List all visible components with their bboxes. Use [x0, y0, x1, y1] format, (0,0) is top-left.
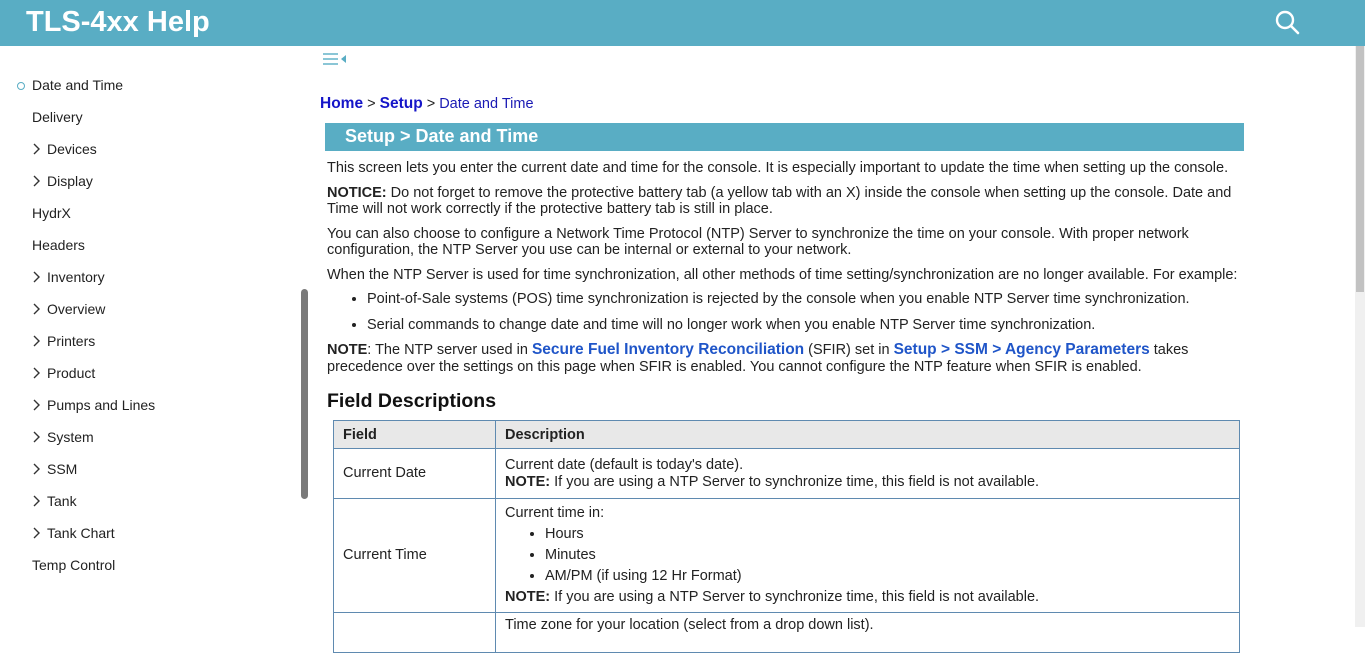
description-text: Current time in: [505, 505, 605, 521]
intro-paragraph: This screen lets you enter the current date and time for the console. It is especially important to update the time when setting up the console. [327, 160, 1229, 176]
sidebar-item-label: Display [47, 173, 93, 189]
sidebar-item-label: Temp Control [32, 557, 116, 573]
notice-text: Do not forget to remove the protective battery tab (a yellow tab with an X) inside the console when setting up the console. Date and Time will not work correctly if the protective battery tab is still in place. [327, 184, 1232, 217]
list-item: • Point-of-Sale systems (POS) time synchronization is rejected by the console when you enable NTP Server time synchronization. [367, 291, 1252, 308]
list-item: • Serial commands to change date and time will no longer work when you enable NTP Server time synchronization. [367, 317, 1252, 334]
description-text: Time zone for your location (select from a drop down list). [505, 617, 874, 633]
note-label: NOTE [327, 342, 368, 358]
field-descriptions-heading: Field Descriptions [327, 390, 497, 412]
breadcrumb-current: Date and Time [439, 96, 534, 112]
chevron-right-icon [32, 303, 42, 315]
sidebar-item-label: Product [47, 365, 96, 381]
table-row [334, 449, 1240, 499]
list-item: • Minutes [545, 545, 1230, 566]
note-text: takes precedence over the settings on this page when SFIR is enabled. You cannot configure the NTP feature when SFIR is enabled. [327, 342, 1189, 375]
note-label: NOTE: [505, 589, 551, 605]
sidebar-item-headers[interactable] [0, 234, 290, 258]
sidebar-item-label: System [47, 429, 94, 445]
toc-toggle-button[interactable] [322, 52, 348, 68]
description-cell [496, 499, 1240, 613]
chevron-right-icon [32, 335, 42, 347]
sidebar-item-printers[interactable] [0, 330, 290, 354]
sidebar-item-hydrx[interactable] [0, 202, 290, 226]
chevron-right-icon [32, 463, 42, 475]
page-title: Setup > Date and Time [345, 126, 539, 146]
page-scrollbar[interactable] [1355, 46, 1365, 627]
sidebar-item-delivery[interactable] [0, 106, 290, 130]
ntp-bullet-list [327, 291, 1252, 333]
notice-paragraph [327, 185, 1252, 218]
page-heading-bar [325, 123, 1244, 151]
sidebar-item-temp-control[interactable] [0, 554, 290, 578]
sidebar-item-overview[interactable] [0, 298, 290, 322]
sidebar-item-inventory[interactable] [0, 266, 290, 290]
app-title[interactable]: TLS-4xx Help [26, 6, 210, 38]
breadcrumb-home-link[interactable]: Home [320, 95, 364, 112]
description-text: Current date (default is today's date). [505, 456, 744, 473]
sidebar-item-label: Printers [47, 333, 96, 349]
sidebar-item-label: Inventory [47, 269, 105, 285]
column-header-description: Description [496, 421, 1240, 449]
breadcrumb-setup-link[interactable]: Setup [379, 95, 423, 112]
sidebar-item-label: HydrX [32, 205, 71, 221]
note-paragraph [327, 342, 1252, 375]
sidebar-item-system[interactable] [0, 426, 290, 450]
sidebar-item-label: Tank Chart [47, 525, 115, 541]
menu-collapse-icon [322, 52, 348, 68]
chevron-right-icon [32, 495, 42, 507]
chevron-right-icon [32, 271, 42, 283]
description-cell [496, 449, 1240, 499]
notice-label: NOTICE: [327, 184, 387, 201]
sidebar-item-label: Pumps and Lines [47, 397, 156, 413]
sidebar-item-devices[interactable] [0, 138, 290, 162]
field-name-cell: Current Date [334, 449, 496, 499]
sfir-link[interactable]: Secure Fuel Inventory Reconciliation [531, 341, 805, 358]
ntp-used-paragraph: When the NTP Server is used for time synchronization, all other methods of time setting/synchronization are no longer available. For example: [327, 266, 1238, 283]
ntp-paragraph: You can also choose to configure a Network Time Protocol (NTP) Server to synchronize the time on your console. With proper network configuration, the NTP Server you use can be internal or external to your network. [327, 225, 1189, 258]
chevron-right-icon [32, 431, 42, 443]
table-row [334, 613, 1240, 653]
breadcrumb-separator: > [426, 96, 436, 112]
description-cell [496, 613, 1240, 653]
breadcrumb-separator: > [367, 96, 376, 112]
breadcrumb [320, 95, 534, 113]
note-text: (SFIR) set in [804, 342, 894, 358]
field-name-cell: Current Time [334, 499, 496, 613]
agency-parameters-link[interactable]: Setup > SSM > Agency Parameters [893, 341, 1150, 358]
note-text: If you are using a NTP Server to synchronize time, this field is not available. [550, 473, 1040, 490]
sidebar-item-label: Overview [47, 301, 106, 317]
note-label: NOTE: [505, 473, 551, 490]
sidebar-item-label: Devices [47, 141, 97, 157]
search-icon [1274, 9, 1302, 37]
sidebar-item-date-and-time[interactable] [0, 74, 290, 98]
sidebar-nav [0, 46, 312, 627]
field-name-cell [334, 613, 496, 653]
time-units-list [505, 524, 1230, 587]
sidebar-item-pumps-and-lines[interactable] [0, 394, 290, 418]
chevron-right-icon [32, 399, 42, 411]
sidebar-item-label: SSM [47, 461, 78, 477]
table-row [334, 499, 1240, 613]
column-header-field: Field [334, 421, 496, 449]
sidebar-item-tank[interactable] [0, 490, 290, 514]
description-note [505, 474, 1230, 491]
sidebar-item-ssm[interactable] [0, 458, 290, 482]
field-descriptions-table [333, 420, 1240, 653]
page-content [327, 160, 1252, 383]
chevron-right-icon [32, 143, 42, 155]
note-text: If you are using a NTP Server to synchronize time, this field is not available. [550, 589, 1040, 605]
list-item: • AM/PM (if using 12 Hr Format) [545, 566, 1230, 587]
description-note [505, 589, 1230, 606]
list-item: • Hours [545, 524, 1230, 545]
sidebar-item-display[interactable] [0, 170, 290, 194]
chevron-right-icon [32, 175, 42, 187]
sidebar-item-label: Headers [32, 237, 85, 253]
search-button[interactable] [1274, 9, 1302, 37]
page-scrollbar-thumb[interactable] [1356, 46, 1364, 292]
note-text: : The NTP server used in [367, 342, 532, 358]
circle-bullet-icon [17, 82, 25, 90]
chevron-right-icon [32, 367, 42, 379]
sidebar-item-product[interactable] [0, 362, 290, 386]
table-header-row [334, 421, 1240, 449]
sidebar-scrollbar[interactable] [301, 289, 308, 499]
sidebar-item-label: Tank [47, 493, 77, 509]
sidebar-item-label: Delivery [32, 109, 83, 125]
sidebar-item-label: Date and Time [32, 77, 124, 93]
sidebar-item-tank-chart[interactable] [0, 522, 290, 546]
header-bar [0, 0, 1365, 46]
chevron-right-icon [32, 527, 42, 539]
